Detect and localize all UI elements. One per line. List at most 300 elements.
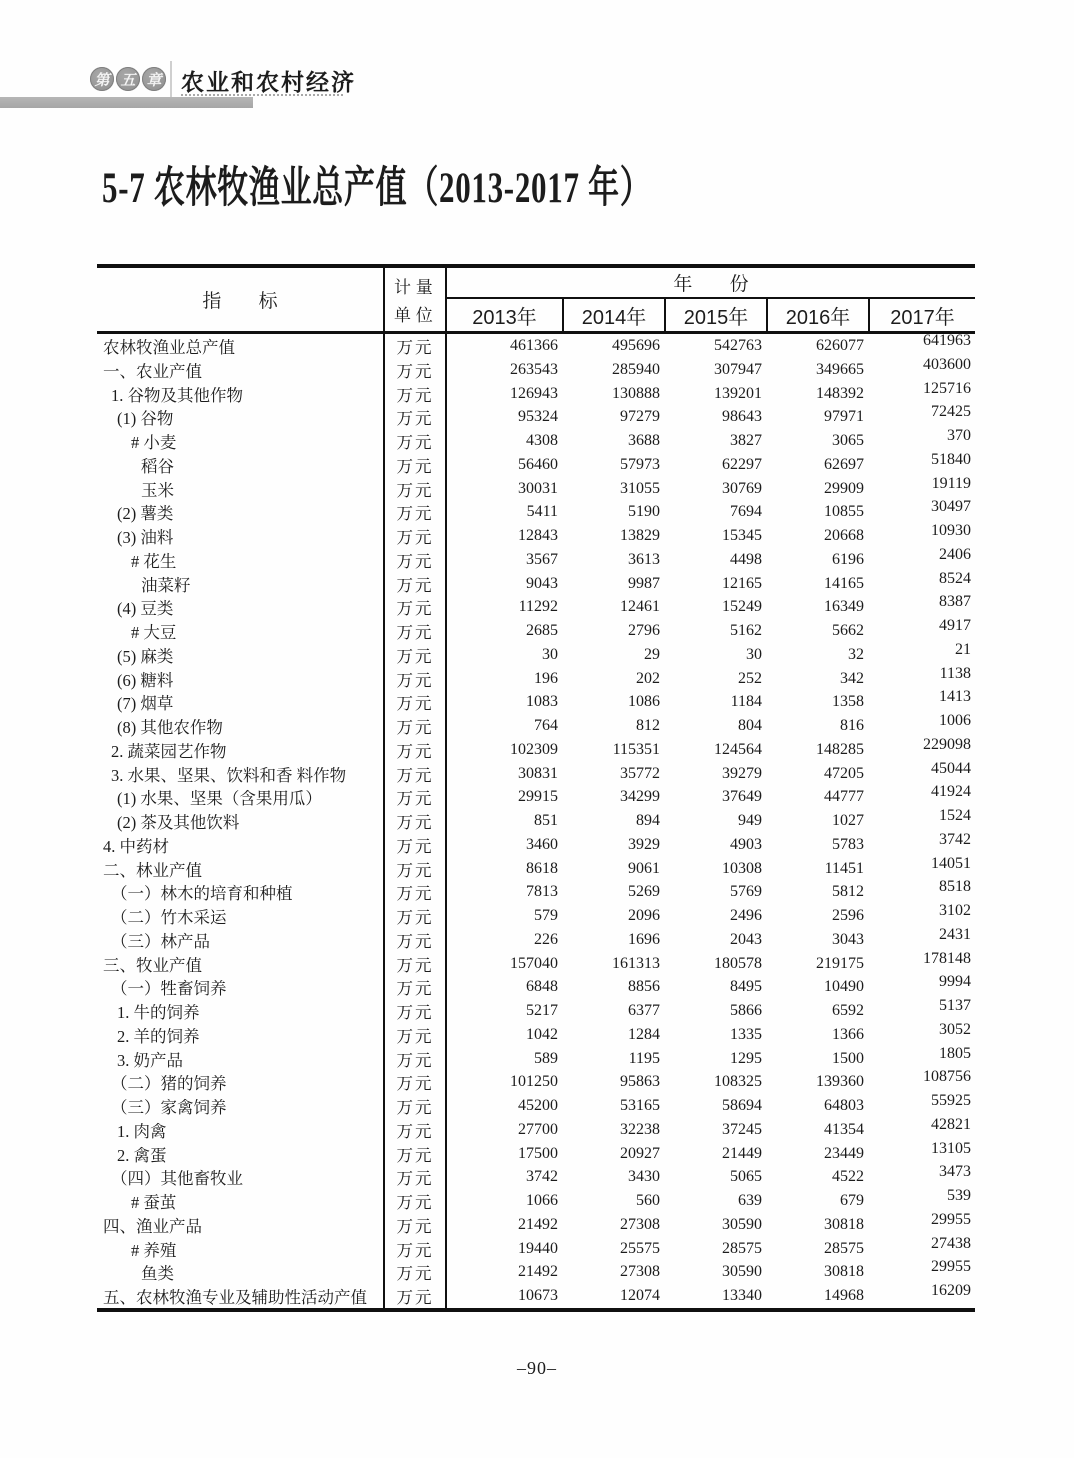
statistics-table: [97, 264, 975, 1312]
row-value-2013: 126943: [510, 384, 558, 402]
row-value-2015: 3827: [730, 432, 762, 449]
row-value-2017: 1413: [939, 688, 971, 706]
row-value-2014: 161313: [612, 954, 660, 972]
col-header-indicator: 指 标: [97, 268, 385, 331]
row-value-2014: 97279: [620, 408, 660, 426]
row-unit: 万元: [385, 572, 447, 596]
row-value-2015: 180578: [714, 954, 762, 972]
table-row: [97, 830, 975, 857]
table-row: [97, 925, 975, 952]
row-indicator-label: (2) 薯类: [97, 500, 385, 524]
col-header-year-group: 年 份: [447, 268, 975, 299]
row-indicator-label: 稻谷: [97, 453, 385, 477]
row-unit: 万元: [385, 619, 447, 643]
row-value-2017: 29955: [931, 1210, 971, 1228]
row-value-2017: 3473: [939, 1163, 971, 1181]
row-indicator-label: # 蚕茧: [97, 1189, 385, 1213]
table-row: [97, 524, 975, 548]
row-value-2015: 30590: [722, 1263, 762, 1281]
row-value-2013: 157040: [510, 954, 558, 972]
row-value-2016: 6592: [832, 1002, 864, 1019]
row-indicator-label: 1. 谷物及其他作物: [97, 382, 385, 406]
row-unit: 万元: [385, 857, 447, 881]
row-value-2014: 560: [636, 1192, 660, 1209]
row-value-2014: 2096: [628, 907, 660, 924]
row-value-2016: 23449: [824, 1144, 864, 1162]
row-unit: 万元: [385, 690, 447, 714]
row-indicator-label: (2) 茶及其他饮料: [97, 809, 385, 833]
row-value-2016: 20668: [824, 527, 864, 544]
row-value-2013: 461366: [510, 337, 558, 354]
row-unit: 万元: [385, 595, 447, 619]
table-row: [97, 809, 975, 833]
row-indicator-label: 3. 奶产品: [97, 1047, 385, 1071]
col-header-unit-line1: 计 量: [394, 278, 433, 297]
row-unit: 万元: [385, 1165, 447, 1189]
row-value-2013: 1042: [526, 1025, 558, 1043]
row-value-2015: 1295: [730, 1049, 762, 1067]
row-indicator-label: # 养殖: [97, 1237, 385, 1261]
row-value-2017: 3052: [939, 1020, 971, 1038]
row-value-2017: 1805: [939, 1044, 971, 1062]
row-unit: 万元: [385, 952, 447, 976]
row-unit: 万元: [385, 500, 447, 524]
row-indicator-label: 1. 牛的饲养: [97, 999, 385, 1023]
table-row: [97, 1284, 975, 1308]
row-value-2014: 95863: [620, 1073, 660, 1091]
row-value-2016: 1500: [832, 1049, 864, 1067]
row-value-2017: 41924: [931, 783, 971, 801]
row-value-2015: 4903: [730, 835, 762, 853]
row-value-2016: 32: [848, 645, 864, 663]
table-row: [97, 474, 975, 501]
row-value-2015: 124564: [714, 740, 762, 758]
row-indicator-label: (1) 水果、坚果（含果用瓜）: [97, 785, 385, 809]
row-value-2014: 1086: [628, 693, 660, 711]
row-value-2017: 2406: [939, 545, 971, 563]
row-value-2013: 11292: [518, 598, 558, 616]
row-value-2013: 263543: [510, 360, 558, 378]
row-unit: 万元: [385, 358, 447, 382]
table-row: [97, 975, 975, 999]
row-value-2013: 9043: [526, 574, 558, 592]
row-unit: 万元: [385, 762, 447, 786]
row-indicator-label: (7) 烟草: [97, 690, 385, 714]
row-unit: 万元: [385, 1260, 447, 1284]
row-value-2013: 21492: [518, 1215, 558, 1233]
row-indicator-label: （四）其他畜牧业: [97, 1165, 385, 1189]
row-unit: 万元: [385, 738, 447, 762]
row-value-2017: 72425: [931, 403, 971, 421]
row-value-2016: 28575: [824, 1239, 864, 1257]
year-header-2016: 2016年: [766, 299, 868, 331]
table-row: [97, 735, 975, 762]
table-row: [97, 1260, 975, 1284]
row-value-2017: 14051: [931, 854, 971, 872]
table-row: [97, 759, 975, 786]
row-value-2015: 307947: [714, 360, 762, 378]
row-unit: 万元: [385, 548, 447, 572]
row-indicator-label: 一、农业产值: [97, 358, 385, 382]
chapter-badge: [90, 67, 166, 91]
row-unit: 万元: [385, 975, 447, 999]
row-indicator-label: 五、农林牧渔专业及辅助性活动产值: [97, 1284, 385, 1308]
row-value-2013: 101250: [510, 1073, 558, 1091]
row-value-2017: 42821: [931, 1115, 971, 1133]
row-indicator-label: （二）竹木采运: [97, 904, 385, 928]
row-indicator-label: # 大豆: [97, 619, 385, 643]
row-value-2017: 55925: [931, 1092, 971, 1109]
row-value-2016: 30818: [824, 1215, 864, 1233]
row-value-2013: 1066: [526, 1192, 558, 1209]
row-value-2017: 1138: [939, 664, 971, 682]
row-value-2017: 641963: [923, 332, 971, 349]
row-value-2015: 30590: [722, 1215, 762, 1233]
row-indicator-label: (8) 其他农作物: [97, 714, 385, 738]
row-value-2013: 27700: [518, 1120, 558, 1138]
row-value-2015: 542763: [714, 337, 762, 354]
row-value-2017: 2431: [939, 925, 971, 943]
row-value-2013: 851: [534, 812, 558, 829]
row-value-2013: 30831: [518, 764, 558, 782]
row-value-2016: 47205: [824, 764, 864, 782]
table-row: [97, 1234, 975, 1261]
row-value-2016: 349665: [816, 360, 864, 378]
row-value-2014: 130888: [612, 384, 660, 402]
row-value-2015: 62297: [722, 455, 762, 473]
row-value-2013: 17500: [518, 1144, 558, 1162]
row-value-2013: 589: [534, 1049, 558, 1067]
page-title: 5-7 农林牧渔业总产值（2013-2017 年）: [102, 165, 652, 212]
row-value-2014: 34299: [620, 788, 660, 806]
row-value-2013: 6848: [526, 978, 558, 996]
row-value-2015: 804: [738, 717, 762, 734]
row-value-2013: 21492: [518, 1263, 558, 1281]
row-value-2014: 3430: [628, 1168, 660, 1186]
row-indicator-label: 2. 蔬菜园艺作物: [97, 738, 385, 762]
row-value-2016: 3065: [832, 432, 864, 449]
row-value-2017: 8524: [939, 569, 971, 587]
row-unit: 万元: [385, 405, 447, 429]
row-value-2014: 35772: [620, 764, 660, 782]
row-value-2015: 5162: [730, 622, 762, 639]
row-value-2017: 9994: [939, 973, 971, 991]
row-value-2013: 30031: [518, 479, 558, 497]
row-value-2015: 1335: [730, 1025, 762, 1043]
chapter-title: 农业和农村经济: [181, 69, 356, 95]
table-row: [97, 1165, 975, 1189]
row-value-2017: 8518: [939, 878, 971, 896]
row-value-2016: 64803: [824, 1097, 864, 1114]
row-value-2013: 5411: [526, 503, 558, 521]
row-unit: 万元: [385, 643, 447, 667]
row-value-2016: 679: [840, 1192, 864, 1209]
table-row: [97, 545, 975, 572]
row-value-2013: 3460: [526, 835, 558, 853]
row-value-2016: 3043: [832, 930, 864, 948]
row-value-2014: 57973: [620, 455, 660, 473]
row-indicator-label: （二）猪的饲养: [97, 1070, 385, 1094]
row-value-2016: 148392: [816, 384, 864, 402]
row-value-2015: 15345: [722, 527, 762, 544]
row-value-2017: 108756: [923, 1068, 971, 1086]
row-value-2015: 21449: [722, 1144, 762, 1162]
row-value-2016: 219175: [816, 954, 864, 972]
row-value-2016: 5783: [832, 835, 864, 853]
row-unit: 万元: [385, 1237, 447, 1261]
row-value-2017: 1006: [939, 712, 971, 729]
row-value-2017: 125716: [923, 379, 971, 397]
col-header-unit-line2: 单 位: [394, 306, 433, 325]
table-row: [97, 334, 975, 358]
row-unit: 万元: [385, 477, 447, 501]
row-indicator-label: (4) 豆类: [97, 595, 385, 619]
row-value-2016: 626077: [816, 337, 864, 354]
row-value-2013: 1083: [526, 693, 558, 711]
row-value-2017: 19119: [931, 474, 971, 492]
header-gray-bar: [0, 97, 253, 108]
row-value-2013: 29915: [518, 788, 558, 806]
row-value-2016: 4522: [832, 1168, 864, 1186]
row-value-2015: 139201: [714, 384, 762, 402]
table-row: [97, 690, 975, 714]
row-value-2014: 1195: [628, 1049, 660, 1067]
year-header-2017: 2017年: [868, 299, 975, 331]
row-indicator-label: 油菜籽: [97, 572, 385, 596]
row-value-2016: 10490: [824, 978, 864, 996]
table-row: [97, 1139, 975, 1166]
row-indicator-label: # 花生: [97, 548, 385, 572]
row-indicator-label: 2. 羊的饲养: [97, 1023, 385, 1047]
row-value-2014: 13829: [620, 527, 660, 544]
row-value-2014: 894: [636, 812, 660, 829]
row-value-2014: 29: [644, 645, 660, 663]
row-unit: 万元: [385, 1213, 447, 1237]
row-value-2014: 53165: [620, 1097, 660, 1114]
row-value-2014: 25575: [620, 1239, 660, 1257]
row-value-2016: 139360: [816, 1073, 864, 1091]
row-value-2013: 196: [534, 669, 558, 687]
row-value-2016: 44777: [824, 788, 864, 806]
row-value-2015: 5769: [730, 883, 762, 901]
row-unit: 万元: [385, 453, 447, 477]
row-value-2016: 1358: [832, 693, 864, 711]
table-row: [97, 379, 975, 406]
table-row: [97, 1070, 975, 1094]
table-header: [97, 268, 975, 334]
table-row: [97, 640, 975, 667]
row-value-2017: 29955: [931, 1258, 971, 1276]
table-row: [97, 1115, 975, 1142]
row-unit: 万元: [385, 667, 447, 691]
row-value-2017: 5137: [939, 997, 971, 1014]
row-value-2017: 13105: [931, 1139, 971, 1157]
table-row: [97, 714, 975, 738]
row-value-2015: 15249: [722, 598, 762, 616]
page-number: –90–: [517, 1358, 557, 1378]
row-value-2016: 41354: [824, 1120, 864, 1138]
row-unit: 万元: [385, 1284, 447, 1308]
row-value-2015: 13340: [722, 1287, 762, 1304]
row-value-2016: 30818: [824, 1263, 864, 1281]
row-value-2013: 579: [534, 907, 558, 924]
row-value-2016: 5662: [832, 622, 864, 639]
row-value-2014: 202: [636, 669, 660, 687]
row-value-2014: 12074: [620, 1287, 660, 1304]
table-row: [97, 569, 975, 596]
row-value-2013: 5217: [526, 1002, 558, 1019]
row-value-2017: 21: [955, 640, 971, 658]
row-value-2017: 27438: [931, 1234, 971, 1252]
row-value-2016: 1027: [832, 812, 864, 829]
row-indicator-label: (5) 麻类: [97, 643, 385, 667]
row-indicator-label: （三）林产品: [97, 928, 385, 952]
year-header-2015: 2015年: [664, 299, 766, 331]
row-value-2017: 10930: [931, 522, 971, 539]
year-header-row: [447, 299, 975, 331]
row-unit: 万元: [385, 714, 447, 738]
row-value-2013: 226: [534, 930, 558, 948]
row-value-2015: 30769: [722, 479, 762, 497]
chapter-badge-char-1: 第: [90, 67, 114, 91]
row-unit: 万元: [385, 382, 447, 406]
row-indicator-label: (6) 糖料: [97, 667, 385, 691]
row-value-2015: 37649: [722, 788, 762, 806]
row-value-2014: 5269: [628, 883, 660, 901]
row-unit: 万元: [385, 334, 447, 358]
row-value-2014: 27308: [620, 1215, 660, 1233]
row-value-2017: 16209: [931, 1282, 971, 1299]
row-unit: 万元: [385, 1142, 447, 1166]
row-value-2015: 639: [738, 1192, 762, 1209]
row-value-2014: 32238: [620, 1120, 660, 1138]
row-value-2015: 58694: [722, 1097, 762, 1114]
row-value-2014: 6377: [628, 1002, 660, 1019]
row-indicator-label: 二、林业产值: [97, 857, 385, 881]
row-value-2014: 8856: [628, 978, 660, 996]
row-value-2015: 98643: [722, 408, 762, 426]
chapter-badge-char-2: 五: [116, 67, 140, 91]
row-unit: 万元: [385, 524, 447, 548]
row-value-2013: 45200: [518, 1097, 558, 1114]
chapter-title-underline: [181, 78, 343, 96]
row-value-2017: 370: [947, 427, 971, 444]
table-row: [97, 405, 975, 429]
table-row: [97, 904, 975, 928]
row-value-2013: 95324: [518, 408, 558, 426]
row-value-2013: 7813: [526, 883, 558, 901]
year-header-2014: 2014年: [562, 299, 664, 331]
row-value-2014: 3613: [628, 550, 660, 568]
row-value-2017: 8387: [939, 593, 971, 611]
row-indicator-label: （一）牲畜饲养: [97, 975, 385, 999]
row-unit: 万元: [385, 429, 447, 453]
row-value-2017: 45044: [931, 759, 971, 777]
table-row: [97, 429, 975, 453]
chapter-badge-char-3: 章: [142, 67, 166, 91]
row-value-2013: 3742: [526, 1168, 558, 1186]
row-value-2016: 148285: [816, 740, 864, 758]
row-value-2015: 949: [738, 812, 762, 829]
row-value-2014: 31055: [620, 479, 660, 497]
row-unit: 万元: [385, 1094, 447, 1118]
table-row: [97, 1189, 975, 1213]
row-indicator-label: (1) 谷物: [97, 405, 385, 429]
table-row: [97, 619, 975, 643]
row-indicator-label: 三、牧业产值: [97, 952, 385, 976]
row-value-2015: 7694: [730, 503, 762, 521]
row-value-2014: 285940: [612, 360, 660, 378]
row-value-2014: 1284: [628, 1025, 660, 1043]
row-value-2013: 12843: [518, 527, 558, 544]
row-indicator-label: （三）家禽饲养: [97, 1094, 385, 1118]
row-indicator-label: 鱼类: [97, 1260, 385, 1284]
row-indicator-label: 四、渔业产品: [97, 1213, 385, 1237]
row-value-2016: 6196: [832, 550, 864, 568]
row-value-2015: 5866: [730, 1002, 762, 1019]
row-value-2014: 12461: [620, 598, 660, 616]
row-value-2017: 3102: [939, 902, 971, 919]
table-body: [97, 334, 975, 1308]
row-unit: 万元: [385, 1118, 447, 1142]
row-value-2014: 3688: [628, 432, 660, 449]
table-row: [97, 355, 975, 382]
row-value-2016: 2596: [832, 907, 864, 924]
table-row: [97, 999, 975, 1023]
table-row: [97, 664, 975, 691]
table-row: [97, 854, 975, 881]
row-value-2015: 10308: [722, 859, 762, 877]
row-value-2014: 20927: [620, 1144, 660, 1162]
row-value-2017: 30497: [931, 498, 971, 516]
row-value-2013: 8618: [526, 859, 558, 877]
table-row: [97, 785, 975, 809]
col-header-years: [447, 268, 975, 331]
row-indicator-label: 农林牧渔业总产值: [97, 334, 385, 358]
row-unit: 万元: [385, 785, 447, 809]
row-value-2013: 3567: [526, 550, 558, 568]
row-indicator-label: 1. 肉禽: [97, 1118, 385, 1142]
row-value-2017: 3742: [939, 830, 971, 848]
row-value-2016: 62697: [824, 455, 864, 473]
table-row: [97, 500, 975, 524]
row-value-2016: 11451: [824, 859, 864, 877]
row-value-2015: 12165: [722, 574, 762, 592]
row-value-2016: 816: [840, 717, 864, 734]
table-row: [97, 1044, 975, 1071]
row-unit: 万元: [385, 1047, 447, 1071]
row-unit: 万元: [385, 809, 447, 833]
row-value-2013: 764: [534, 717, 558, 734]
row-value-2014: 115351: [612, 740, 660, 758]
year-header-2013: 2013年: [472, 306, 537, 329]
row-value-2014: 9061: [628, 859, 660, 877]
row-value-2013: 10673: [518, 1287, 558, 1304]
table-row: [97, 450, 975, 477]
row-unit: 万元: [385, 999, 447, 1023]
row-unit: 万元: [385, 833, 447, 857]
table-row: [97, 1210, 975, 1237]
row-value-2014: 2796: [628, 622, 660, 639]
row-value-2017: 229098: [923, 735, 971, 753]
row-value-2017: 178148: [923, 949, 971, 967]
row-indicator-label: 玉米: [97, 477, 385, 501]
row-value-2013: 56460: [518, 455, 558, 473]
row-value-2017: 51840: [931, 450, 971, 468]
row-value-2017: 539: [947, 1187, 971, 1204]
row-value-2014: 495696: [612, 337, 660, 354]
row-unit: 万元: [385, 880, 447, 904]
